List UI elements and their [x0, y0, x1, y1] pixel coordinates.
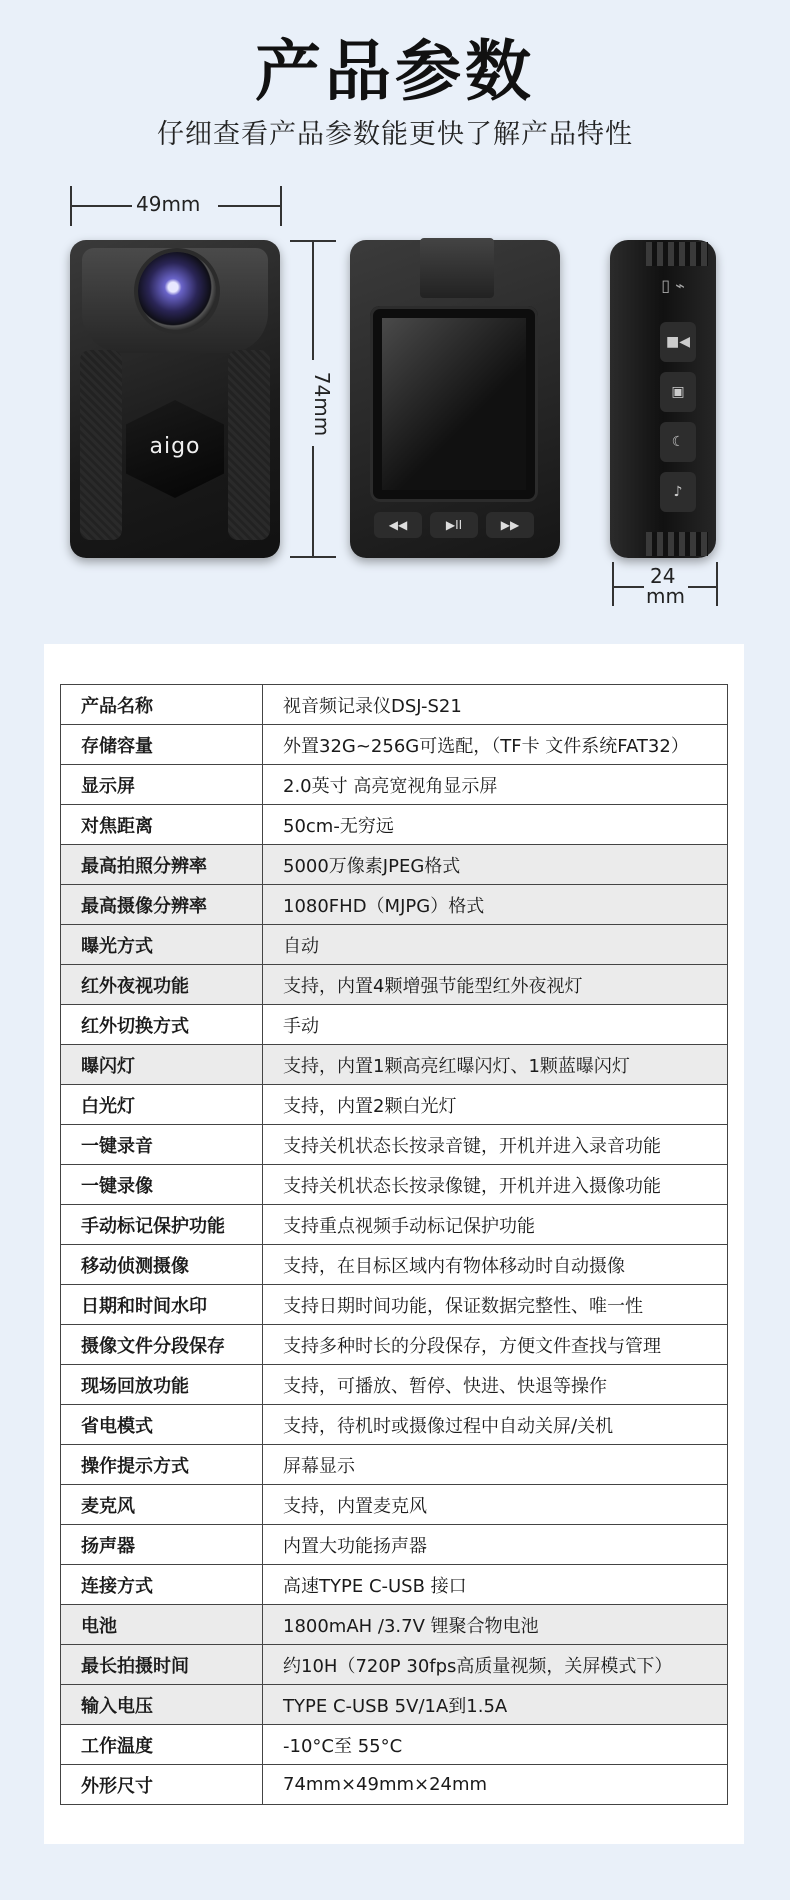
spec-value: 支持，在目标区域内有物体移动时自动摄像 [263, 1245, 728, 1285]
microphone-icon: ♪ [660, 472, 696, 512]
spec-value: 内置大功能扬声器 [263, 1525, 728, 1565]
table-row [61, 1685, 728, 1725]
table-row [61, 1005, 728, 1045]
video-button-icon: ■◀ [660, 322, 696, 362]
spec-value: 外置32G~256G可选配，（TF卡 文件系统FAT32） [263, 725, 728, 765]
table-row [61, 925, 728, 965]
spec-name: 移动侦测摄像 [61, 1245, 263, 1285]
spec-name: 红外夜视功能 [61, 965, 263, 1005]
page-subtitle: 仔细查看产品参数能更快了解产品特性 [157, 119, 633, 150]
spec-card [44, 644, 744, 1844]
spec-value: 支持，内置4颗增强节能型红外夜视灯 [263, 965, 728, 1005]
table-row [61, 685, 728, 725]
spec-value: 支持关机状态长按录音键，开机并进入录音功能 [263, 1125, 728, 1165]
spec-name: 手动标记保护功能 [61, 1205, 263, 1245]
spec-value: 屏幕显示 [263, 1445, 728, 1485]
spec-value: 视音频记录仪DSJ-S21 [263, 685, 728, 725]
fast-forward-icon: ▶▶ [486, 512, 534, 538]
spec-value: 支持，内置麦克风 [263, 1485, 728, 1525]
spec-name: 工作温度 [61, 1725, 263, 1765]
spec-name: 连接方式 [61, 1565, 263, 1605]
spec-value: 5000万像素JPEG格式 [263, 845, 728, 885]
spec-table [60, 684, 728, 1805]
spec-name: 对焦距离 [61, 805, 263, 845]
spec-name: 麦克风 [61, 1485, 263, 1525]
spec-value: 支持多种时长的分段保存，方便文件查找与管理 [263, 1325, 728, 1365]
table-row [61, 1565, 728, 1605]
spec-value: 50cm-无穷远 [263, 805, 728, 845]
spec-name: 显示屏 [61, 765, 263, 805]
width-label: 49mm [136, 192, 201, 216]
spec-value: 自动 [263, 925, 728, 965]
spec-name: 最高拍照分辨率 [61, 845, 263, 885]
table-row [61, 1525, 728, 1565]
spec-value: 高速TYPE C-USB 接口 [263, 1565, 728, 1605]
table-row [61, 1205, 728, 1245]
spec-value: 手动 [263, 1005, 728, 1045]
spec-name: 曝光方式 [61, 925, 263, 965]
spec-name: 最长拍摄时间 [61, 1645, 263, 1685]
depth-unit-label: mm [646, 584, 685, 608]
spec-name: 输入电压 [61, 1685, 263, 1725]
table-row [61, 1605, 728, 1645]
spec-name: 日期和时间水印 [61, 1285, 263, 1325]
table-row [61, 1245, 728, 1285]
usb-port-icon: ▯ ⌁ [661, 276, 685, 295]
belt-clip [420, 238, 494, 298]
spec-value: TYPE C-USB 5V/1A到1.5A [263, 1685, 728, 1725]
table-row [61, 1285, 728, 1325]
spec-name: 外形尺寸 [61, 1765, 263, 1805]
spec-value: 约10H（720P 30fps高质量视频，关屏模式下） [263, 1645, 728, 1685]
height-label: 74mm [310, 371, 335, 437]
table-row [61, 1645, 728, 1685]
play-pause-icon: ▶II [430, 512, 478, 538]
spec-name: 省电模式 [61, 1405, 263, 1445]
table-row [61, 1085, 728, 1125]
spec-value: 支持，待机时或摄像过程中自动关屏/关机 [263, 1405, 728, 1445]
spec-value: 2.0英寸 高亮宽视角显示屏 [263, 765, 728, 805]
spec-name: 现场回放功能 [61, 1365, 263, 1405]
brand-logo: aigo [149, 434, 201, 459]
spec-value: 支持日期时间功能，保证数据完整性、唯一性 [263, 1285, 728, 1325]
table-row [61, 1725, 728, 1765]
table-row [61, 1485, 728, 1525]
spec-value: 1080FHD（MJPG）格式 [263, 885, 728, 925]
table-row [61, 1445, 728, 1485]
spec-value: 支持，内置2颗白光灯 [263, 1085, 728, 1125]
table-row [61, 965, 728, 1005]
table-row [61, 1405, 728, 1445]
camera-lens-icon [138, 252, 216, 330]
spec-name: 一键录像 [61, 1165, 263, 1205]
table-row [61, 845, 728, 885]
spec-name: 红外切换方式 [61, 1005, 263, 1045]
spec-name: 摄像文件分段保存 [61, 1325, 263, 1365]
spec-name: 电池 [61, 1605, 263, 1645]
spec-name: 白光灯 [61, 1085, 263, 1125]
spec-name: 最高摄像分辨率 [61, 885, 263, 925]
device-screen [370, 306, 538, 502]
table-row [61, 1125, 728, 1165]
spec-value: 支持，内置1颗高亮红曝闪灯、1颗蓝曝闪灯 [263, 1045, 728, 1085]
table-row [61, 1165, 728, 1205]
spec-value: -10°C至 55°C [263, 1725, 728, 1765]
spec-value: 支持重点视频手动标记保护功能 [263, 1205, 728, 1245]
spec-value: 支持关机状态长按录像键，开机并进入摄像功能 [263, 1165, 728, 1205]
table-row [61, 1765, 728, 1805]
device-back-image [350, 240, 560, 558]
depth-label: 24 [650, 564, 676, 588]
page-title: 产品参数 [255, 33, 535, 110]
spec-value: 支持，可播放、暂停、快进、快退等操作 [263, 1365, 728, 1405]
night-mode-icon: ☾ [660, 422, 696, 462]
camera-button-icon: ▣ [660, 372, 696, 412]
spec-value: 74mm×49mm×24mm [263, 1765, 728, 1805]
spec-name: 存储容量 [61, 725, 263, 765]
table-row [61, 1365, 728, 1405]
table-row [61, 885, 728, 925]
rewind-icon: ◀◀ [374, 512, 422, 538]
table-row [61, 805, 728, 845]
spec-name: 产品名称 [61, 685, 263, 725]
table-row [61, 1325, 728, 1365]
table-row [61, 765, 728, 805]
spec-name: 扬声器 [61, 1525, 263, 1565]
device-side-image [610, 240, 716, 558]
device-front-image [70, 240, 280, 558]
spec-name: 一键录音 [61, 1125, 263, 1165]
spec-value: 1800mAH /3.7V 锂聚合物电池 [263, 1605, 728, 1645]
spec-name: 曝闪灯 [61, 1045, 263, 1085]
table-row [61, 725, 728, 765]
table-row [61, 1045, 728, 1085]
spec-name: 操作提示方式 [61, 1445, 263, 1485]
